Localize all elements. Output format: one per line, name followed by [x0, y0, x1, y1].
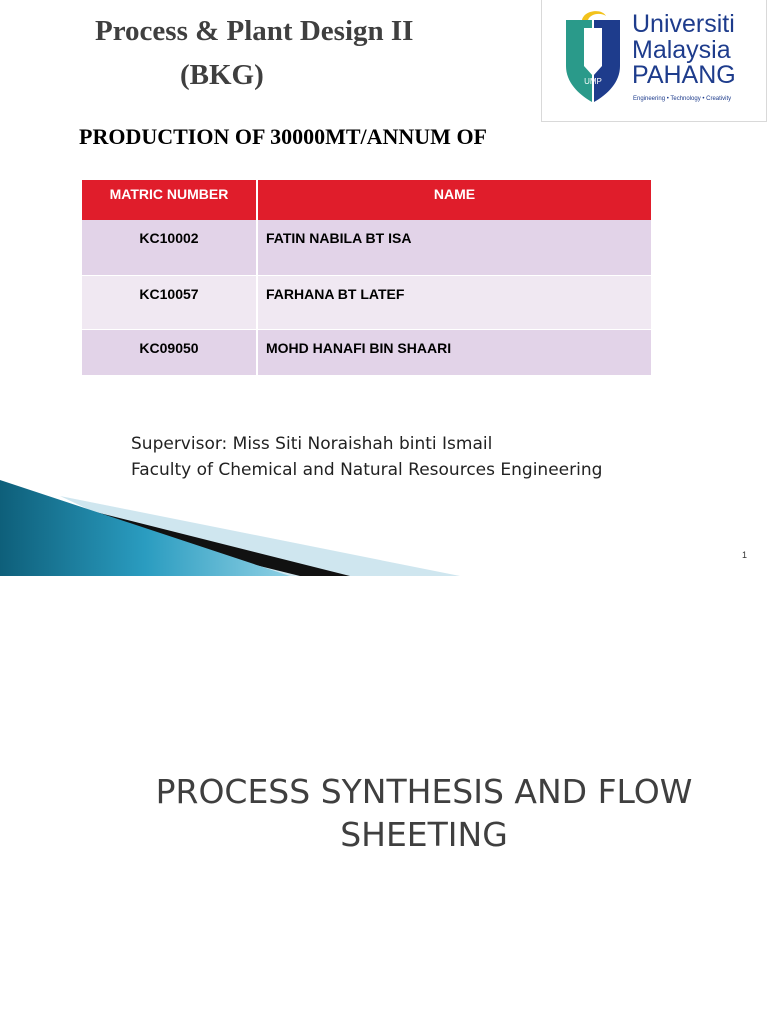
name-cell: MOHD HANAFI BIN SHAARI	[257, 329, 651, 375]
members-table	[82, 180, 651, 375]
matric-cell: KC10002	[82, 220, 257, 275]
slide-title-line-2: (BKG)	[180, 59, 264, 91]
production-subtitle: PRODUCTION OF 30000MT/ANNUM OF	[79, 124, 487, 149]
table-row	[82, 275, 651, 329]
logo-text-malaysia: Malaysia	[632, 36, 731, 64]
matric-cell: KC09050	[82, 329, 257, 375]
decorative-swoosh	[0, 480, 768, 576]
header-matric-number: MATRIC NUMBER	[82, 180, 257, 220]
slide-2-title-line-1: PROCESS SYNTHESIS AND FLOW	[155, 772, 693, 811]
slide-2	[0, 576, 768, 1024]
faculty-text: Faculty of Chemical and Natural Resources Engineering	[131, 460, 603, 480]
slide-2-title-line-2: SHEETING	[340, 815, 508, 854]
name-cell: FARHANA BT LATEF	[257, 275, 651, 329]
logo-text-pahang: PAHANG	[632, 61, 736, 89]
crest-badge-text: UMP	[584, 77, 602, 86]
page-number: 1	[742, 550, 748, 560]
ump-crest-icon	[562, 6, 624, 106]
supervisor-text: Supervisor: Miss Siti Noraishah binti Ismail	[131, 434, 493, 454]
logo-tagline: Engineering • Technology • Creativity	[633, 96, 732, 102]
table-row	[82, 220, 651, 275]
name-cell: FATIN NABILA BT ISA	[257, 220, 651, 275]
table-header-row	[82, 180, 651, 220]
table-row	[82, 329, 651, 375]
university-logo	[541, 0, 767, 122]
header-name: NAME	[257, 180, 651, 220]
matric-cell: KC10057	[82, 275, 257, 329]
logo-text-universiti: Universiti	[632, 10, 735, 38]
slide-title-line-1: Process & Plant Design II	[95, 15, 414, 47]
